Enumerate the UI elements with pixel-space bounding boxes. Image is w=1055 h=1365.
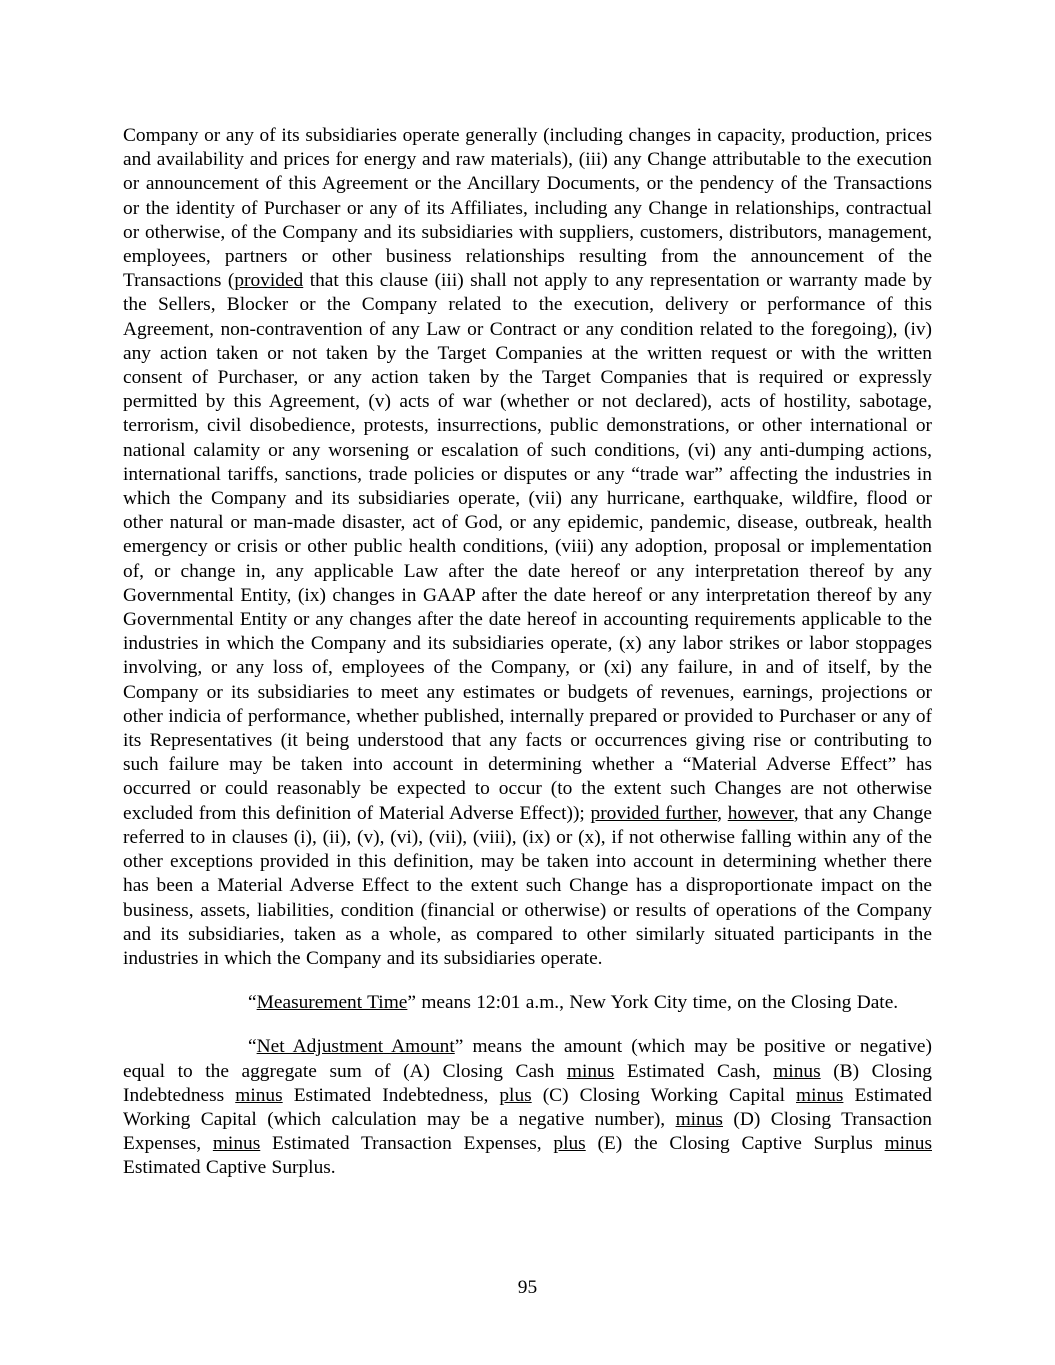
page-number: 95: [517, 1277, 538, 1298]
document-body: [123, 124, 932, 1181]
underlined-term: Net Adjustment Amount: [256, 1036, 455, 1058]
text-segment: Estimated Indebtedness,: [282, 1084, 500, 1106]
underlined-term: plus: [553, 1133, 586, 1155]
paragraph: [123, 1035, 932, 1180]
underlined-term: minus: [235, 1084, 283, 1106]
text-segment: “: [248, 992, 257, 1014]
underlined-term: minus: [773, 1060, 821, 1082]
text-segment: ,: [717, 802, 728, 824]
text-segment: Estimated Transaction Expenses,: [260, 1133, 554, 1155]
text-segment: ” means 12:01 a.m., New York City time, on the Closing Date.: [407, 992, 899, 1014]
underlined-term: minus: [212, 1133, 261, 1155]
text-segment: ” means the amount (which may be positive or negative) equal to the aggregate sum of (A) Closing Cash: [123, 1036, 932, 1082]
underlined-term: minus: [884, 1133, 932, 1155]
underlined-term: minus: [566, 1060, 615, 1082]
text-segment: (B) Closing Indebtedness: [123, 1060, 932, 1106]
text-segment: Estimated Working Capital (which calculation may be a negative number),: [123, 1084, 932, 1130]
underlined-term: minus: [796, 1084, 844, 1106]
text-segment: Estimated Captive Surplus.: [123, 1157, 336, 1179]
text-segment: (C) Closing Working Capital: [531, 1084, 796, 1106]
text-segment: , that any Change referred to in clauses (i), (ii), (v), (vi), (vii), (viii), (ix) or (x), if not otherwise falling within any of the other exceptions provided in this definition, may be taken into account in determining whether there has been a Material Adverse Effect to the extent such Change has a disproportionate impact on the business, assets, liabilities, condition (financial or otherwise) or results of operations of the Company and its subsidiaries, taken as a whole, as compared to other similarly situated participants in the industries in which the Company and its subsidiaries operate.: [123, 802, 932, 969]
paragraph: [123, 991, 932, 1015]
text-segment: (E) the Closing Captive Surplus: [585, 1133, 885, 1155]
underlined-term: however: [727, 802, 794, 824]
underlined-term: provided further: [590, 802, 718, 824]
underlined-term: minus: [675, 1108, 723, 1130]
paragraph: [123, 124, 932, 971]
underlined-term: plus: [499, 1084, 532, 1106]
text-segment: Company or any of its subsidiaries operate generally (including changes in capacity, production, prices and availability and prices for energy and raw materials), (iii) any Change attributable to the execution or announcement of this Agreement or the Ancillary Documents, or the pendency of the Transactions or the identity of Purchaser or any of its Affiliates, including any Change in relationships, contractual or otherwise, of the Company and its subsidiaries with suppliers, customers, distributors, management, employees, partners or other business relationships resulting from the announcement of the Transactions (: [123, 125, 932, 292]
text-segment: (D) Closing Transaction Expenses,: [123, 1108, 932, 1155]
underlined-term: Measurement Time: [256, 992, 408, 1014]
text-segment: Estimated Cash,: [614, 1060, 774, 1082]
text-segment: that this clause (iii) shall not apply to any representation or warranty made by the Sellers, Blocker or the Company related to the execution, delivery or performance of this Agreement, non-contravention of any Law or Contract or any condition related to the foregoing), (iv) any action taken or not taken by the Target Companies at the written request or with the written consent of Purchaser, or any action taken by the Target Companies that is required or expressly permitted by this Agreement, (v) acts of war (whether or not declared), acts of hostility, sabotage, terrorism, civil disobedience, protests, insurrections, public demonstrations, or other international or national calamity or any worsening or escalation of such conditions, (vi) any anti-dumping actions, international tariffs, sanctions, trade policies or disputes or any “trade war” affecting the industries in which the Company and its subsidiaries operate, (vii) any hurricane, earthquake, wildfire, flood or other natural or man-made disaster, act of God, or any epidemic, pandemic, disease, outbreak, health emergency or crisis or other public health conditions, (viii) any adoption, proposal or implementation of, or change in, any applicable Law after the date hereof or any interpretation thereof by any Governmental Entity, (ix) changes in GAAP after the date hereof or any interpretation thereof by any Governmental Entity or any changes after the date hereof in accounting requirements applicable to the industries in which the Company and its subsidiaries operate, (x) any labor strikes or labor stoppages involving, or any loss of, employees of the Company, or (xi) any failure, in and of itself, by the Company or its subsidiaries to meet any estimates or budgets of revenues, earnings, projections or other indicia of performance, whether published, internally prepared or provided to Purchaser or any of its Representatives (it being understood that any facts or occurrences giving rise or contributing to such failure may be taken into account in determining whether a “Material Adverse Effect” has occurred or could reasonably be expected to occur (to the extent such Changes are not otherwise excluded from this definition of Material Adverse Effect));: [123, 270, 932, 824]
underlined-term: provided: [234, 270, 304, 292]
text-segment: “: [248, 1036, 257, 1058]
